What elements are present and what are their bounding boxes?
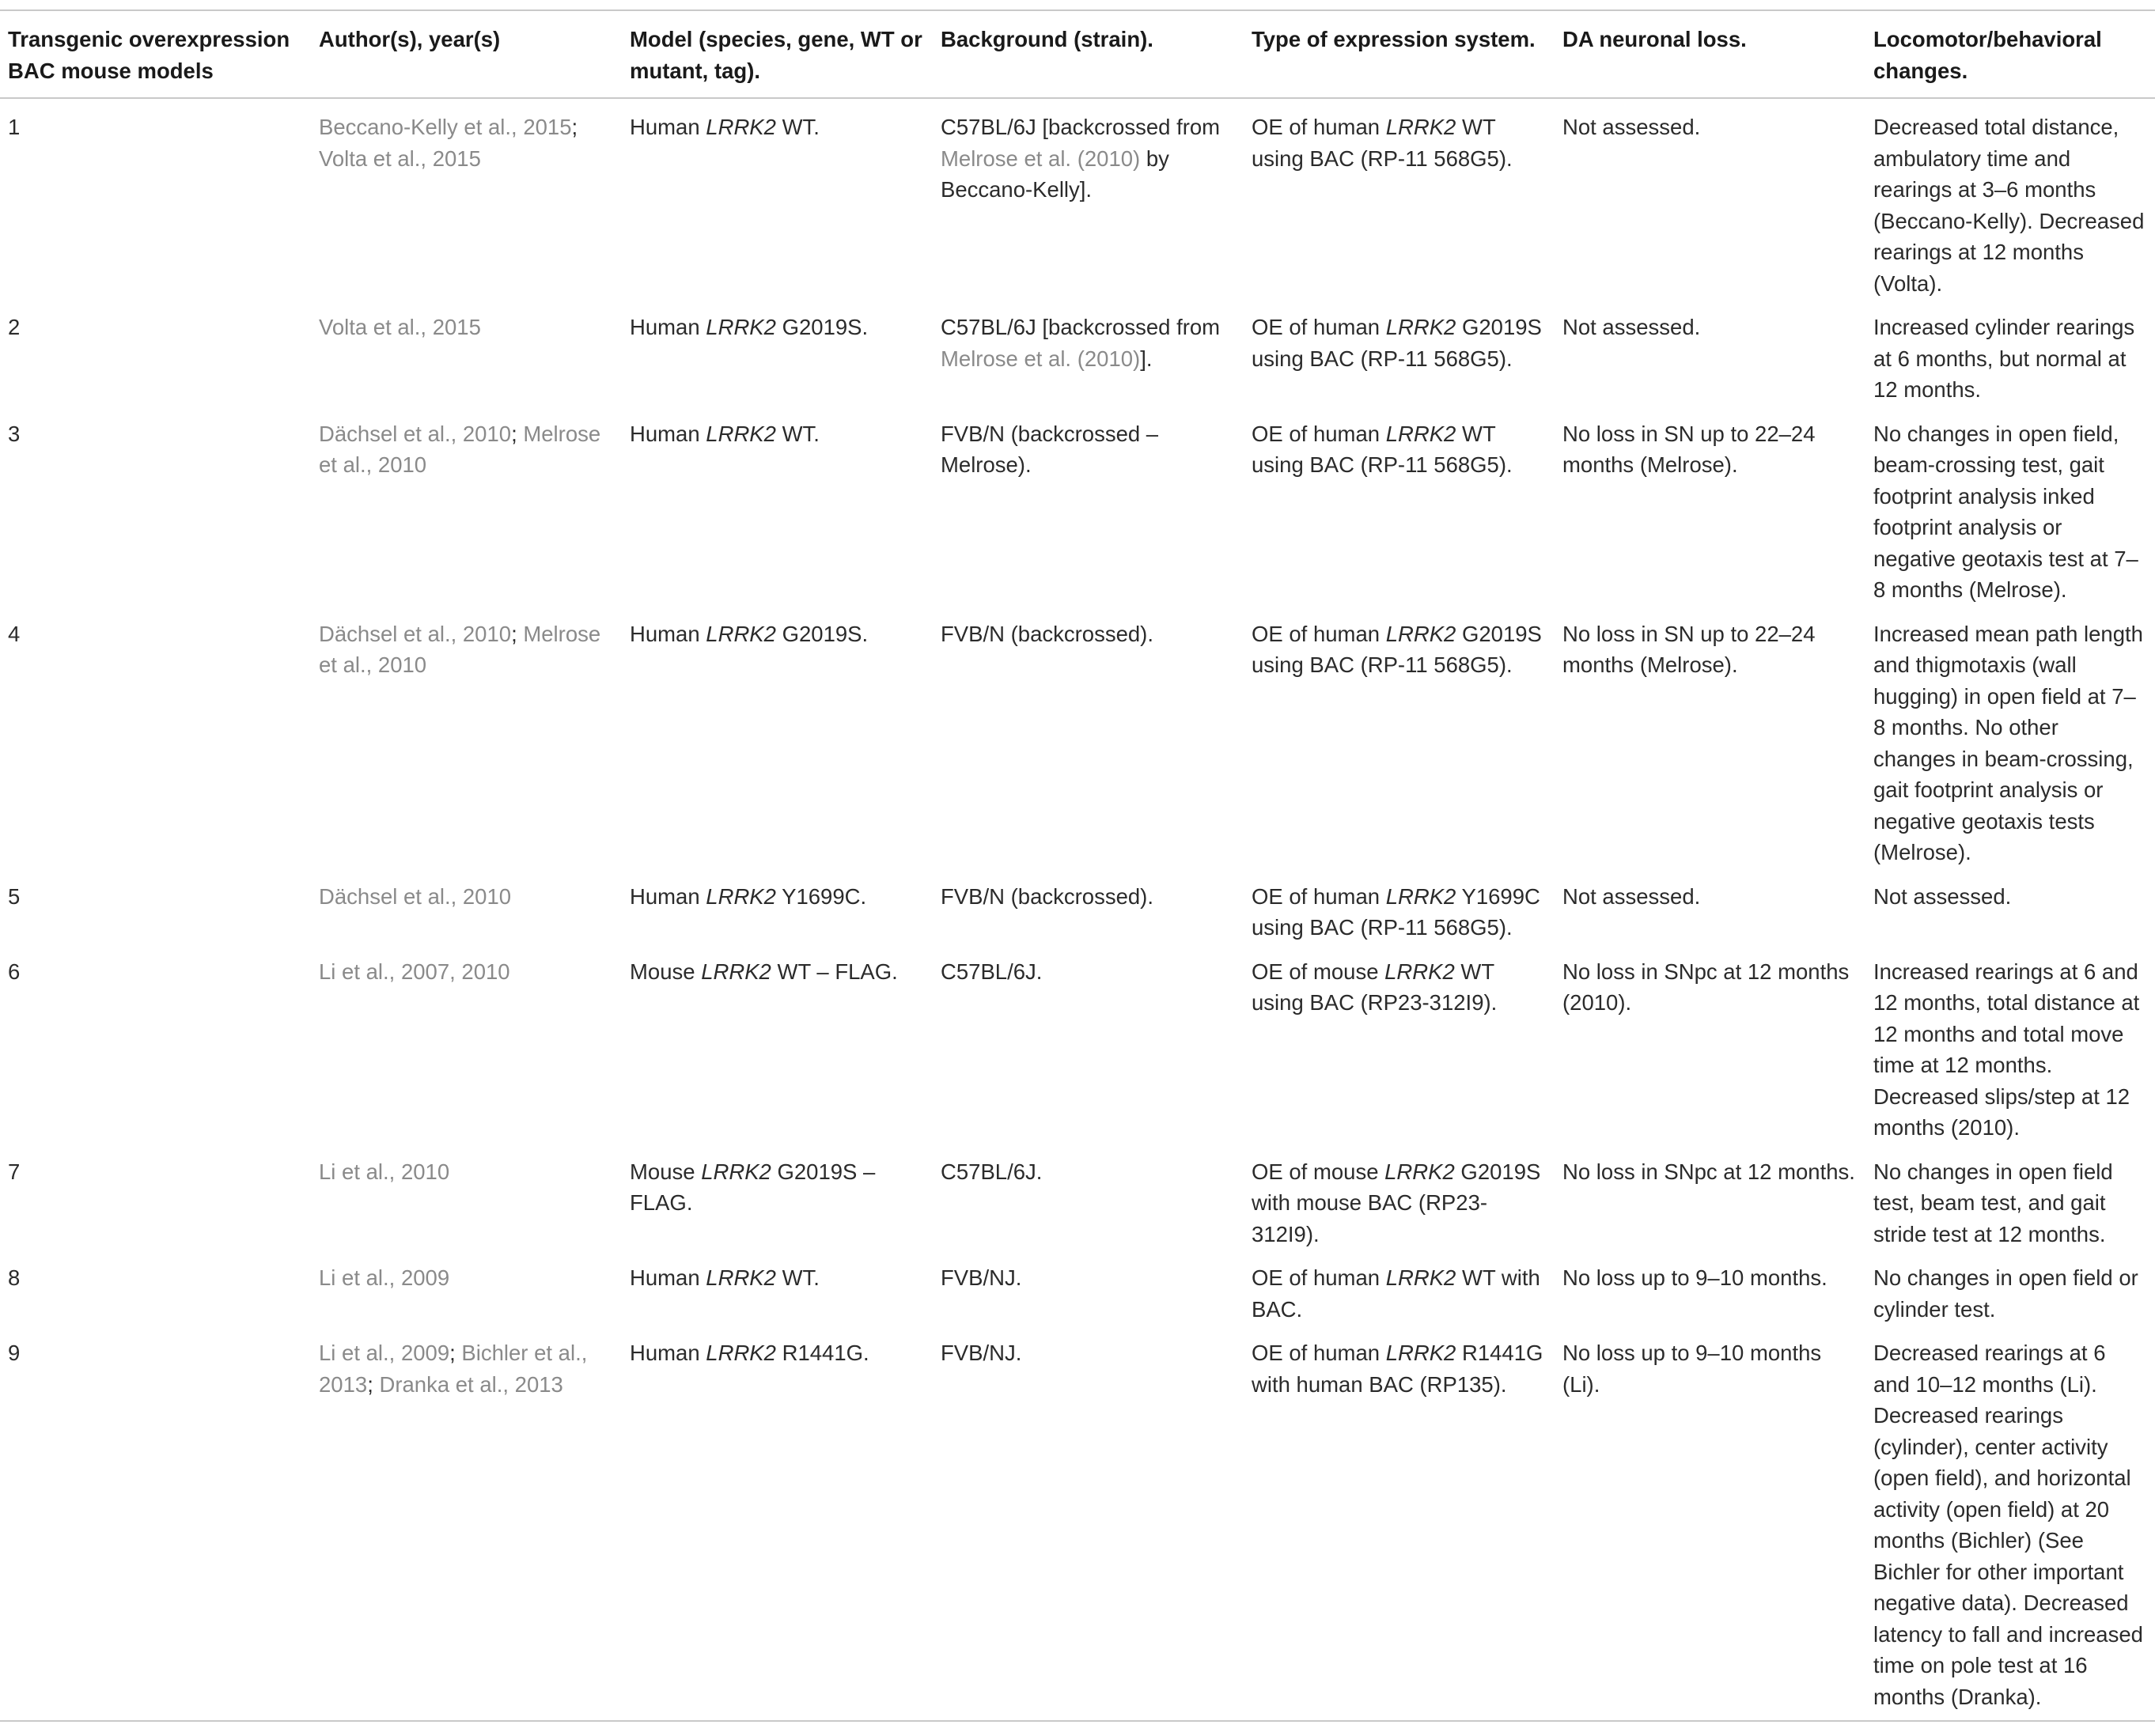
text-segment: R1441G. <box>775 1341 869 1365</box>
gene-name: LRRK2 <box>1385 1341 1456 1365</box>
authors-cell <box>311 1144 622 1250</box>
text-segment: FVB/NJ. <box>941 1265 1022 1290</box>
model-cell <box>622 98 933 299</box>
text-segment: OE of human <box>1252 421 1386 446</box>
gene-name: LRRK2 <box>701 1159 771 1184</box>
authors-cell <box>311 98 622 299</box>
authors-cell <box>311 1325 622 1721</box>
citation-link[interactable]: Li et al., 2007, 2010 <box>319 959 510 984</box>
citation-link[interactable]: Li et al., 2009 <box>319 1341 450 1365</box>
behavior-cell: Not assessed. <box>1873 883 2012 909</box>
text-segment: OE of mouse <box>1252 959 1385 984</box>
table-body <box>0 98 2155 1721</box>
background-cell <box>933 1144 1244 1250</box>
row-number: 4 <box>8 621 21 646</box>
citation-link[interactable]: Beccano-Kelly et al., 2015 <box>319 115 572 139</box>
text-segment: G2019S with mouse BAC (RP23-312I9). <box>1252 1159 1541 1246</box>
background-cell <box>933 299 1244 406</box>
gene-name: LRRK2 <box>1384 959 1455 984</box>
lrrk2-bac-mouse-models-table <box>0 9 2155 1722</box>
text-segment: WT using BAC (RP-11 568G5). <box>1252 421 1513 477</box>
model-cell <box>622 868 933 944</box>
text-segment: OE of human <box>1252 315 1386 339</box>
behavior-cell: No changes in open field or cylinder test. <box>1873 1265 2138 1322</box>
table-header-row <box>0 11 2155 98</box>
text-segment: G2019S. <box>775 315 869 339</box>
expression-cell <box>1244 944 1555 1144</box>
table-row <box>0 1144 2155 1250</box>
citation-link[interactable]: Bichler et al., 2013 <box>319 1341 588 1397</box>
text-segment: G2019S using BAC (RP-11 568G5). <box>1252 621 1542 677</box>
table-row <box>0 1250 2155 1325</box>
gene-name: LRRK2 <box>706 1341 776 1365</box>
header-model: Model (species, gene, WT or mutant, tag). <box>622 11 933 98</box>
text-segment: Human <box>630 1341 706 1365</box>
citation-link[interactable]: Melrose et al. (2010) <box>941 346 1141 371</box>
gene-name: LRRK2 <box>706 115 776 139</box>
da-loss-cell: Not assessed. <box>1562 315 1701 339</box>
gene-name: LRRK2 <box>706 1265 776 1290</box>
citation-link[interactable]: Dächsel et al., 2010 <box>319 621 512 646</box>
authors-cell <box>311 406 622 606</box>
row-number: 5 <box>8 883 21 909</box>
expression-cell <box>1244 868 1555 944</box>
table-row <box>0 299 2155 406</box>
citation-link[interactable]: Volta et al., 2015 <box>319 315 481 339</box>
expression-cell <box>1244 1144 1555 1250</box>
table-row <box>0 868 2155 944</box>
row-number: 1 <box>8 115 21 139</box>
expression-cell <box>1244 1325 1555 1721</box>
gene-name: LRRK2 <box>1384 1159 1455 1184</box>
citation-link[interactable]: Li et al., 2010 <box>319 1159 450 1184</box>
text-segment: C57BL/6J. <box>941 1159 1043 1184</box>
model-cell <box>622 1250 933 1325</box>
text-segment: ]. <box>1140 346 1153 371</box>
behavior-cell: No changes in open field, beam-crossing test, gait footprint analysis inked footprint analysis or negative geotaxis test at 7–8 months (Melrose). <box>1873 421 2138 602</box>
background-cell <box>933 1250 1244 1325</box>
header-expression-system: Type of expression system. <box>1244 11 1555 98</box>
expression-cell <box>1244 606 1555 868</box>
expression-cell <box>1244 406 1555 606</box>
text-segment: OE of mouse <box>1252 1159 1385 1184</box>
behavior-cell: Increased mean path length and thigmotaxis (wall hugging) in open field at 7–8 months. No other changes in beam-crossing, gait footprint analysis or negative geotaxis tests (Melrose). <box>1873 621 2143 864</box>
citation-link[interactable]: Dranka et al., 2013 <box>379 1371 563 1397</box>
behavior-cell: Increased rearings at 6 and 12 months, total distance at 12 months and total move time at 12 months. Decreased slips/step at 12 months (2010). <box>1873 959 2140 1140</box>
expression-cell <box>1244 98 1555 299</box>
text-segment: WT. <box>775 421 820 446</box>
table-row <box>0 98 2155 299</box>
text-segment: C57BL/6J [backcrossed from <box>941 315 1221 339</box>
text-segment: WT – FLAG. <box>771 959 898 984</box>
citation-link[interactable]: Melrose et al. (2010) <box>941 146 1141 171</box>
text-segment: G2019S using BAC (RP-11 568G5). <box>1252 315 1542 371</box>
text-segment: Human <box>630 883 706 909</box>
row-number: 8 <box>8 1265 21 1290</box>
gene-name: LRRK2 <box>706 621 776 646</box>
background-cell <box>933 1325 1244 1721</box>
gene-name: LRRK2 <box>1385 115 1456 139</box>
text-segment: FVB/N (backcrossed). <box>941 883 1153 909</box>
gene-name: LRRK2 <box>701 959 771 984</box>
table-row <box>0 944 2155 1144</box>
header-behavioral-changes: Locomotor/behavioral changes. <box>1865 11 2155 98</box>
row-number: 6 <box>8 959 21 984</box>
da-loss-cell: No loss in SNpc at 12 months (2010). <box>1562 959 1850 1015</box>
background-cell <box>933 944 1244 1144</box>
text-segment: G2019S – FLAG. <box>630 1159 876 1215</box>
text-segment: ; <box>449 1341 462 1365</box>
text-segment: OE of human <box>1252 1265 1386 1290</box>
background-cell <box>933 606 1244 868</box>
authors-cell <box>311 1250 622 1325</box>
text-segment: by Beccano-Kelly]. <box>941 146 1169 202</box>
text-segment: ; <box>511 421 524 446</box>
text-segment: WT. <box>775 115 820 139</box>
text-segment: Y1699C. <box>775 883 867 909</box>
text-segment: OE of human <box>1252 115 1386 139</box>
gene-name: LRRK2 <box>1385 883 1456 909</box>
model-cell <box>622 606 933 868</box>
citation-link[interactable]: Dächsel et al., 2010 <box>319 883 512 909</box>
header-background: Background (strain). <box>933 11 1244 98</box>
expression-cell <box>1244 1250 1555 1325</box>
background-cell <box>933 98 1244 299</box>
text-segment: ; <box>571 115 578 139</box>
text-segment: FVB/NJ. <box>941 1341 1022 1365</box>
citation-link[interactable]: Dächsel et al., 2010 <box>319 421 512 446</box>
behavior-cell: Decreased total distance, ambulatory time and rearings at 3–6 months (Beccano-Kelly). Decreased rearings at 12 months (Volta). <box>1873 115 2145 296</box>
model-cell <box>622 1144 933 1250</box>
text-segment: ; <box>367 1371 380 1397</box>
text-segment: G2019S. <box>775 621 869 646</box>
da-loss-cell: No loss in SN up to 22–24 months (Melrose). <box>1562 621 1816 677</box>
expression-cell <box>1244 299 1555 406</box>
citation-link[interactable]: Volta et al., 2015 <box>319 146 481 171</box>
table-row <box>0 1325 2155 1721</box>
text-segment: Mouse <box>630 959 702 984</box>
row-number: 3 <box>8 421 21 446</box>
text-segment: R1441G with human BAC (RP135). <box>1252 1341 1543 1397</box>
text-segment: FVB/N (backcrossed – Melrose). <box>941 421 1159 477</box>
model-cell <box>622 299 933 406</box>
table-row <box>0 606 2155 868</box>
citation-link[interactable]: Li et al., 2009 <box>319 1265 450 1290</box>
text-segment: ; <box>511 621 524 646</box>
gene-name: LRRK2 <box>706 883 776 909</box>
text-segment: OE of human <box>1252 1341 1386 1365</box>
text-segment: C57BL/6J [backcrossed from <box>941 115 1221 139</box>
text-segment: Human <box>630 421 706 446</box>
text-segment: OE of human <box>1252 883 1386 909</box>
behavior-cell: Decreased rearings at 6 and 10–12 months (Li). Decreased rearings (cylinder), center activity (open field), and horizontal activity (open field) at 20 months (Bichler) (See Bichler for other important negative data). Decreased latency to fall and increased time on pole test at 16 months (Dranka). <box>1865 1325 2155 1721</box>
model-cell <box>622 944 933 1144</box>
text-segment: Y1699C using BAC (RP-11 568G5). <box>1252 883 1540 940</box>
authors-cell <box>311 606 622 868</box>
model-cell <box>622 406 933 606</box>
gene-name: LRRK2 <box>1385 1265 1456 1290</box>
table-row <box>0 406 2155 606</box>
text-segment: WT. <box>775 1265 820 1290</box>
text-segment: Human <box>630 115 706 139</box>
header-models: Transgenic overexpression BAC mouse models <box>0 11 311 98</box>
authors-cell <box>311 299 622 406</box>
text-segment: WT using BAC (RP-11 568G5). <box>1252 115 1513 171</box>
authors-cell <box>311 868 622 944</box>
background-cell <box>933 406 1244 606</box>
text-segment: Human <box>630 315 706 339</box>
gene-name: LRRK2 <box>706 315 776 339</box>
da-loss-cell: Not assessed. <box>1562 883 1701 909</box>
row-number: 9 <box>0 1325 311 1721</box>
gene-name: LRRK2 <box>1385 421 1456 446</box>
text-segment: Human <box>630 1265 706 1290</box>
gene-name: LRRK2 <box>1385 621 1456 646</box>
text-segment: WT with BAC. <box>1252 1265 1540 1322</box>
background-cell <box>933 868 1244 944</box>
header-authors: Author(s), year(s) <box>311 11 622 98</box>
da-loss-cell: No loss up to 9–10 months. <box>1562 1265 1827 1290</box>
gene-name: LRRK2 <box>706 421 776 446</box>
da-loss-cell: No loss in SN up to 22–24 months (Melrose). <box>1562 421 1816 477</box>
text-segment: WT using BAC (RP23-312I9). <box>1252 959 1498 1015</box>
da-loss-cell: No loss up to 9–10 months (Li). <box>1555 1325 1865 1721</box>
gene-name: LRRK2 <box>1385 315 1456 339</box>
text-segment: Mouse <box>630 1159 702 1184</box>
row-number: 7 <box>8 1159 21 1184</box>
authors-cell <box>311 944 622 1144</box>
text-segment: FVB/N (backcrossed). <box>941 621 1153 646</box>
text-segment: Human <box>630 621 706 646</box>
da-loss-cell: No loss in SNpc at 12 months. <box>1562 1159 1855 1184</box>
text-segment: C57BL/6J. <box>941 959 1043 984</box>
text-segment: OE of human <box>1252 621 1386 646</box>
citation-link[interactable]: Melrose et al., 2010 <box>319 621 601 677</box>
da-loss-cell: Not assessed. <box>1562 115 1701 139</box>
row-number: 2 <box>8 315 21 339</box>
model-cell <box>622 1325 933 1721</box>
header-da-neuronal-loss: DA neuronal loss. <box>1555 11 1865 98</box>
behavior-cell: No changes in open field test, beam test, and gait stride test at 12 months. <box>1873 1159 2113 1246</box>
behavior-cell: Increased cylinder rearings at 6 months, but normal at 12 months. <box>1873 315 2135 402</box>
citation-link[interactable]: Melrose et al., 2010 <box>319 421 601 477</box>
